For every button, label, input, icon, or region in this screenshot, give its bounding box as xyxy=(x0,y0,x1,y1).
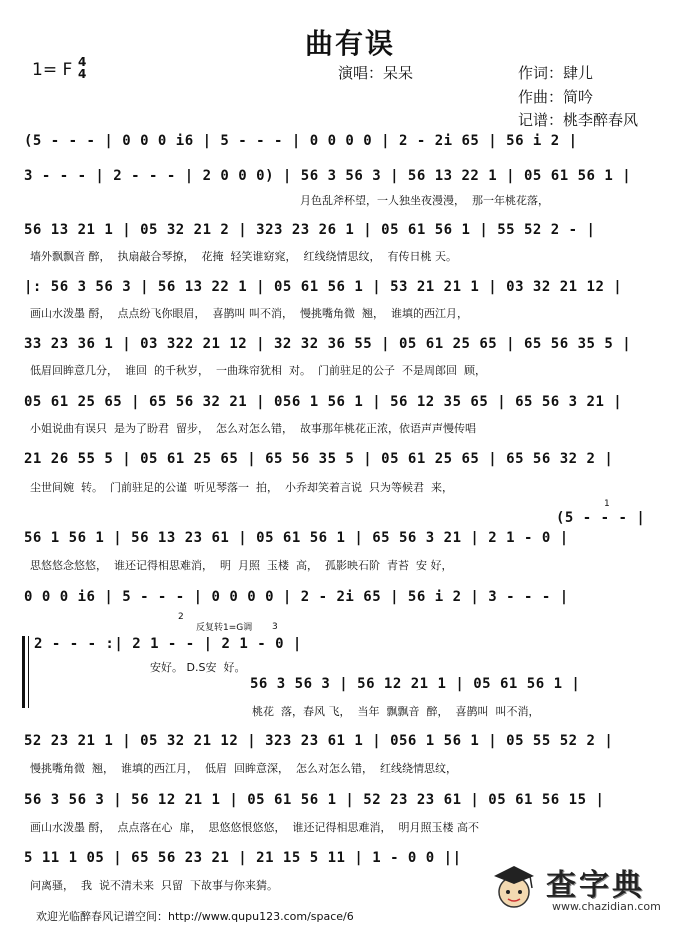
notation-row-4: |: 56 3 56 3 | 56 13 22 1 | 05 61 56 1 | 53 21 21 1 | 03 32 21 12 | xyxy=(24,279,623,295)
lyric-line-8: 安好。 D.S安 好。 xyxy=(150,661,246,674)
lyric-line-11: 画山水泼墨 酹， 点点落在心 扉， 思悠悠恨悠悠， 谁还记得相思难消， 明月照玉楼 高不 xyxy=(30,821,479,834)
notation-row-3: 56 13 21 1 | 05 32 21 2 | 323 23 26 1 | 05 61 56 1 | 55 52 2 - | xyxy=(24,222,596,238)
transcriber: 记谱：桃李醉春风 xyxy=(518,111,639,129)
lyric-line-5: 小姐说曲有误只 是为了盼君 留步， 怎么对怎么错， 故事那年桃花正浓，依语声声慢传唱 xyxy=(30,422,476,435)
notation-row-11: 56 3 56 3 | 56 12 21 1 | 05 61 56 1 | xyxy=(250,676,581,692)
graduate-icon xyxy=(490,862,538,912)
lyric-line-7: 思悠悠念悠悠， 谁还记得相思难消， 明 月照 玉楼 高， 孤影映石阶 青苔 安 好， xyxy=(30,559,453,572)
footer-link-text: 欢迎光临醉春风记谱空间：http://www.qupu123.com/space/6 xyxy=(36,910,354,923)
lyric-line-2: 墙外飘飘音 醉， 执扇敲合琴撩， 花掩 轻笑谁窈窕， 红线绕情思纹， 有传日桃 天。 xyxy=(30,250,457,263)
notation-row-14: 5 11 1 05 | 65 56 23 21 | 21 15 5 11 | 1 - 0 0 || xyxy=(24,850,462,866)
lyric-line-3: 画山水泼墨 酹， 点点纷飞你眼眉， 喜鹊叫 叫不消， 慢挑嘴角微 翘， 谁填的西江月， xyxy=(30,307,468,320)
notation-row-9: 0 0 0 i6 | 5 - - - | 0 0 0 0 | 2 - 2i 65 | 56 i 2 | 3 - - - | xyxy=(24,589,569,605)
composer: 作曲：简吟 xyxy=(518,88,594,106)
time-sig-top: 4 xyxy=(78,55,87,69)
lyric-line-12: 问离骚， 我 说不清未来 只留 下故事与你来猜。 xyxy=(30,879,278,892)
time-signature xyxy=(78,56,86,80)
watermark-logo xyxy=(486,858,686,918)
lyric-line-9: 桃花 落，春风 飞， 当年 飘飘音 醉， 喜鹊叫 叫不消， xyxy=(252,705,540,718)
notation-row-7: 21 26 55 5 | 05 61 25 65 | 65 56 35 5 | 05 61 25 65 | 65 56 32 2 | xyxy=(24,451,614,467)
logo-text: 查字典 xyxy=(546,868,645,903)
notation-row-5: 33 23 36 1 | 03 322 21 12 | 32 32 36 55 | 05 61 25 65 | 65 56 35 5 | xyxy=(24,336,632,352)
volta-3-label: 3 xyxy=(272,622,278,632)
notation-row-1: (5 - - - | 0 0 0 i6 | 5 - - - | 0 0 0 0 | 2 - 2i 65 | 56 i 2 | xyxy=(24,133,578,149)
notation-row-2: 3 - - - | 2 - - - | 2 0 0 0) | 56 3 56 3 | 56 13 22 1 | 05 61 56 1 | xyxy=(24,168,632,184)
volta-1-label: 1 xyxy=(604,499,610,509)
song-title: 曲有误 xyxy=(304,27,395,60)
notation-row-6: 05 61 25 65 | 65 56 32 21 | 056 1 56 1 | 56 12 35 65 | 65 56 3 21 | xyxy=(24,394,623,410)
notation-row-8: 56 1 56 1 | 56 13 23 61 | 05 61 56 1 | 65 56 3 21 | 2 1 - 0 | xyxy=(24,530,569,546)
notation-row-13: 56 3 56 3 | 56 12 21 1 | 05 61 56 1 | 52 23 23 61 | 05 61 56 15 | xyxy=(24,792,605,808)
lyric-line-1: 月色乱斧杯望，一人独坐夜漫漫， 那一年桃花落， xyxy=(300,194,549,207)
key-signature: 1= F xyxy=(32,60,73,80)
lyricist: 作词：肆儿 xyxy=(518,64,594,82)
lyric-line-10: 慢挑嘴角微 翘， 谁填的西江月， 低眉 回眸意深， 怎么对怎么错， 红线绕情思纹， xyxy=(30,762,457,775)
repeat-bracket-bar xyxy=(22,636,25,708)
repeat-annotation: 反复转1=G调 xyxy=(196,623,253,633)
singer: 演唱：呆呆 xyxy=(338,64,414,82)
time-sig-bottom: 4 xyxy=(78,67,87,81)
repeat-bracket-thin xyxy=(28,636,29,708)
lyric-line-6: 尘世间婉 转。 门前驻足的公谨 听见琴落一 拍， 小乔却笑着言说 只为等候君 来， xyxy=(30,481,453,494)
lyric-line-4: 低眉回眸意几分， 谁回 的千秋岁， 一曲珠帘犹相 对。 门前驻足的公子 不是周郎回 顾， xyxy=(30,364,486,377)
notation-row-7-extra: (5 - - - | xyxy=(556,510,646,526)
notation-row-12: 52 23 21 1 | 05 32 21 12 | 323 23 61 1 | 056 1 56 1 | 05 55 52 2 | xyxy=(24,733,614,749)
notation-row-10: 2 - - - :| 2 1 - - | 2 1 - 0 | xyxy=(34,636,302,652)
volta-2-label: 2 xyxy=(178,612,184,622)
logo-url: www.chazidian.com xyxy=(552,900,661,913)
